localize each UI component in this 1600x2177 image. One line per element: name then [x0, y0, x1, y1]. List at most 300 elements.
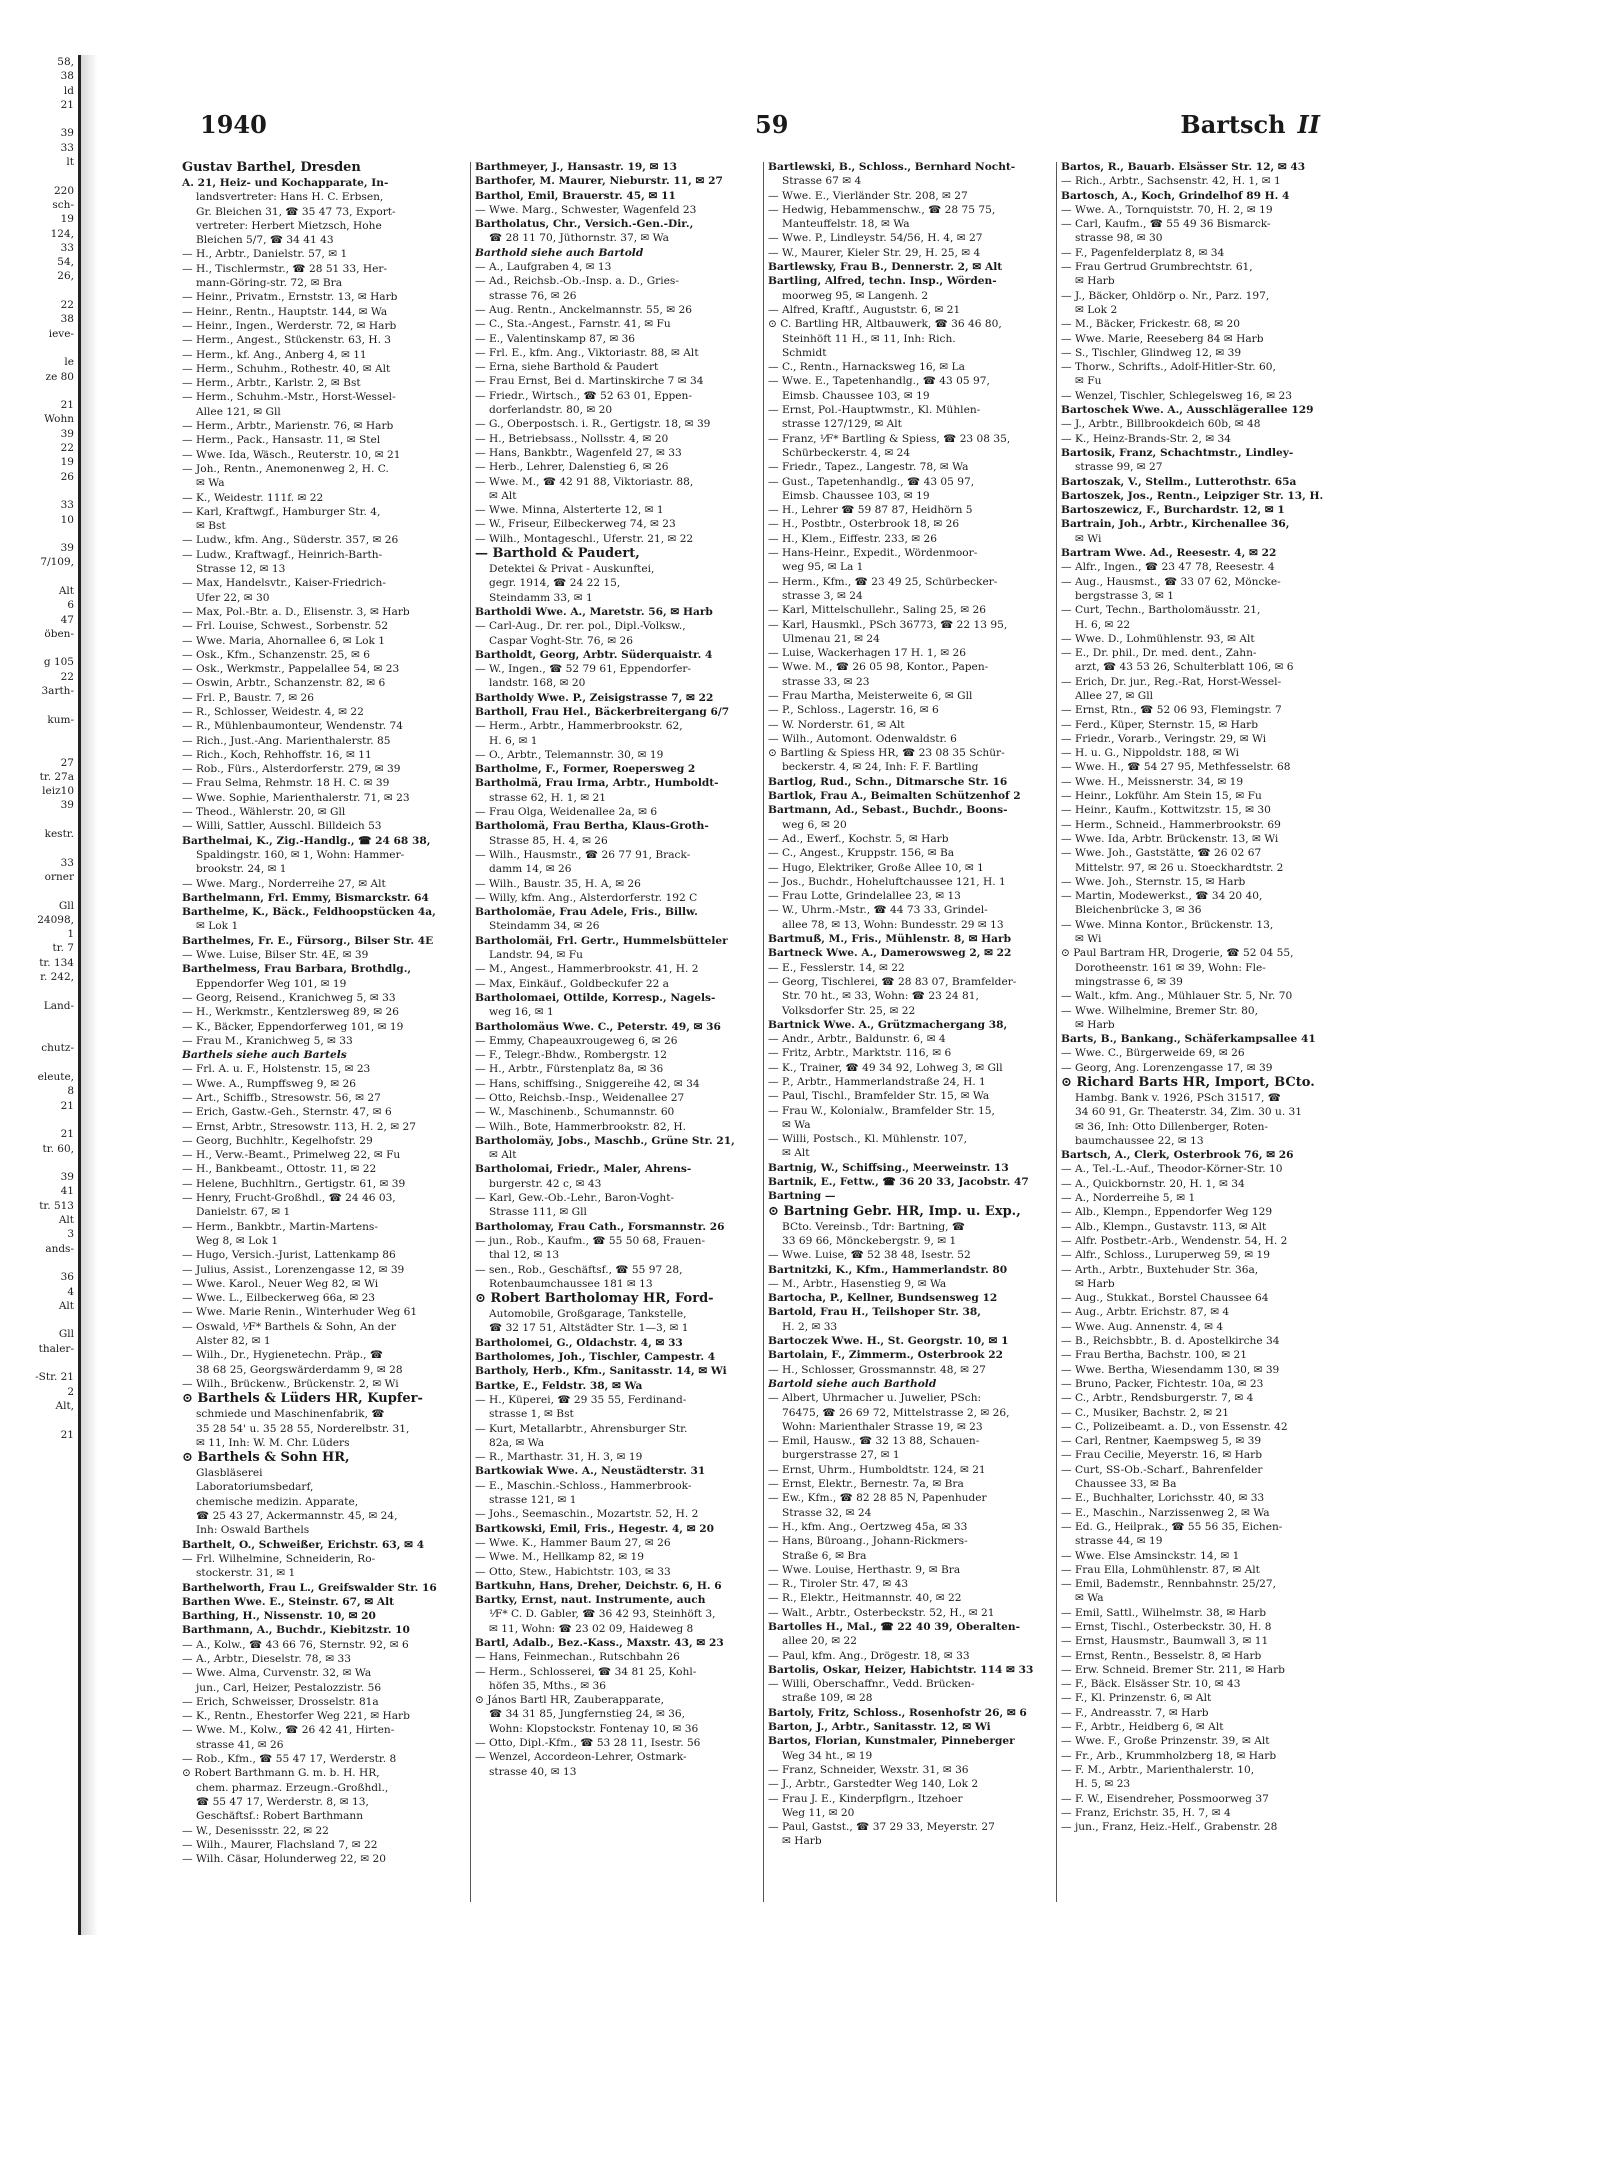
entry-continuation: Straße 6, ✉ Bra: [782, 1549, 867, 1562]
entry-continuation: Steinhöft 11 H., ✉ 11, Inh: Rich.: [782, 332, 956, 345]
directory-entry: — Otto, Stew., Habichtstr. 103, ✉ 33: [475, 1565, 671, 1578]
directory-entry: — A., Laufgraben 4, ✉ 13: [475, 261, 612, 274]
prev-page-fragment: 3: [67, 1228, 74, 1241]
entry-continuation: ☎ 55 47 17, Werderstr. 8, ✉ 13,: [196, 1795, 369, 1808]
directory-entry: — Wwe. Luise, ☎ 52 38 48, Isestr. 52: [768, 1249, 971, 1262]
directory-entry: — Karl, Kraftwgf., Hamburger Str. 4,: [182, 505, 381, 518]
directory-entry: — J., Arbtr., Garstedter Weg 140, Lok 2: [768, 1778, 979, 1791]
prev-page-fragment: ld: [63, 84, 74, 97]
directory-column-4: [1061, 160, 1350, 1920]
page-year: 1940: [200, 110, 267, 139]
directory-entry: Bartold siehe auch Barthold: [768, 1377, 937, 1390]
directory-entry: — Wwe. Bertha, Wiesendamm 130, ✉ 39: [1061, 1363, 1280, 1376]
directory-entry: Barthelmes, Fr. E., Fürsorg., Bilser Str. 4E: [182, 934, 434, 947]
directory-entry: — Heinr., Kaufm., Kottwitzstr. 15, ✉ 30: [1061, 804, 1271, 817]
directory-column-1: [182, 160, 471, 1920]
directory-entry: — Herm., Arbtr., Hammerbrookstr. 62,: [475, 720, 683, 733]
directory-entry: — Frau Ella, Lohmühlenstr. 87, ✉ Alt: [1061, 1563, 1260, 1576]
entry-continuation: moorweg 95, ✉ Langenh. 2: [782, 289, 929, 302]
directory-entry: — Ernst, Pol.-Hauptwmstr., Kl. Mühlen-: [768, 404, 981, 417]
directory-entry: Bartolles H., Mal., ☎ 22 40 39, Oberalten-: [768, 1620, 1020, 1633]
prev-page-fragment: 54,: [57, 256, 74, 269]
directory-entry: — Wwe. Marie Renin., Winterhuder Weg 61: [182, 1306, 418, 1319]
entry-continuation: straße 109, ✉ 28: [782, 1692, 873, 1705]
prev-page-fragment: [0, 1113, 78, 1127]
prev-page-fragment: 10: [60, 513, 74, 526]
directory-entry: — H., Postbtr., Osterbrook 18, ✉ 26: [768, 518, 960, 531]
directory-entry: — Paul, Gastst., ☎ 37 29 33, Meyerstr. 27: [768, 1821, 995, 1834]
directory-entry: Barthold siehe auch Bartold: [475, 246, 644, 259]
directory-entry: Barthelme, K., Bäck., Feldhoopstücken 4a,: [182, 906, 436, 919]
directory-entry: — Erich, Schweisser, Drosselstr. 81a: [182, 1695, 379, 1708]
directory-entry: Bartocha, P., Kellner, Bundsensweg 12: [768, 1292, 998, 1305]
prev-page-fragment: Alt: [58, 1214, 74, 1227]
directory-entry: — Osk., Kfm., Schanzenstr. 25, ✉ 6: [182, 648, 370, 661]
directory-entry: — E., Valentinskamp 87, ✉ 36: [475, 332, 636, 345]
prev-page-fragment: 7/109,: [40, 556, 74, 569]
directory-entry: — Wwe. H., Meissnerstr. 34, ✉ 19: [1061, 775, 1244, 788]
entry-continuation: ✉ Alt: [489, 489, 517, 502]
directory-entry: — E., Fesslerstr. 14, ✉ 22: [768, 961, 905, 974]
prev-page-fragment: chutz-: [41, 1042, 74, 1055]
entry-continuation: Inh: Oswald Barthels: [196, 1524, 310, 1537]
directory-entry: — Frau M., Kranichweg 5, ✉ 33: [182, 1034, 353, 1047]
prev-page-fragment: [0, 570, 78, 584]
directory-entry: Barton, J., Arbtr., Sanitasstr. 12, ✉ Wi: [768, 1721, 991, 1734]
directory-entry: — Erich, Gastw.-Geh., Sternstr. 47, ✉ 6: [182, 1106, 392, 1119]
prev-page-fragment: [0, 1313, 78, 1327]
directory-entry: — Rich., Koch, Rehhoffstr. 16, ✉ 11: [182, 748, 372, 761]
firm-entry: ⊙ Bartning Gebr. HR, Imp. u. Exp.,: [768, 1203, 1021, 1219]
directory-entry: — Wwe. Else Amsinckstr. 14, ✉ 1: [1061, 1549, 1240, 1562]
entry-continuation: Eimsb. Chaussee 103, ✉ 19: [782, 389, 930, 402]
directory-entry: — Herm., Kfm., ☎ 23 49 25, Schürbecker-: [768, 575, 998, 588]
directory-entry: — K., Bäcker, Eppendorferweg 101, ✉ 19: [182, 1020, 404, 1033]
entry-continuation: 33 69 66, Mönckebergstr. 9, ✉ 1: [782, 1234, 957, 1247]
prev-page-fragment: 22: [60, 670, 74, 683]
directory-entry: — Herm., Schneid., Hammerbrookstr. 69: [1061, 818, 1281, 831]
directory-entry: — Karl, Gew.-Ob.-Lehr., Baron-Voght-: [475, 1192, 675, 1205]
prev-page-fragment: [0, 884, 78, 898]
directory-entry: — Wwe. Karol., Neuer Weg 82, ✉ Wi: [182, 1277, 379, 1290]
directory-entry: — Wwe. M., Hellkamp 82, ✉ 19: [475, 1551, 645, 1564]
directory-entry: — Hans, Feinmechan., Rutschbahn 26: [475, 1651, 680, 1664]
directory-entry: — Wwe. Joh., Gaststätte, ☎ 26 02 67: [1061, 847, 1262, 860]
directory-entry: — Frl. A. u. F., Holstenstr. 15, ✉ 23: [182, 1063, 371, 1076]
page-gutter-shadow: [78, 55, 98, 1935]
directory-entry: ⊙ Paul Bartram HR, Drogerie, ☎ 52 04 55,: [1061, 947, 1294, 960]
directory-entry: — W., Uhrm.-Mstr., ☎ 44 73 33, Grindel-: [768, 904, 988, 917]
entry-continuation: Geschäftsf.: Robert Barthmann: [196, 1810, 364, 1823]
directory-entry: Bartosik, Franz, Schachtmstr., Lindley-: [1061, 446, 1294, 459]
directory-entry: — Karl, Hausmkl., PSch 36773, ☎ 22 13 95,: [768, 618, 1008, 631]
directory-entry: Bartl, Adalb., Bez.-Kass., Maxstr. 43, ✉ 23: [475, 1636, 724, 1649]
prev-page-fragment: 1: [67, 928, 74, 941]
prev-page-fragment: 33: [60, 241, 74, 254]
directory-entry: Barthelmess, Frau Barbara, Brothdlg.,: [182, 963, 412, 976]
directory-entry: — Wwe. K., Hammer Baum 27, ✉ 26: [475, 1536, 671, 1549]
entry-continuation: strasse 3, ✉ 24: [782, 589, 863, 602]
directory-entry: Bartkuhn, Hans, Dreher, Deichstr. 6, H. 6: [475, 1579, 722, 1592]
entry-continuation: Volksdorfer Str. 25, ✉ 22: [782, 1004, 916, 1017]
directory-entry: — Walt., Arbtr., Osterbeckstr. 52, H., ✉ 21: [768, 1606, 995, 1619]
entry-continuation: ✉ Harb: [1075, 1277, 1115, 1290]
entry-continuation: H. 6, ✉ 1: [489, 734, 538, 747]
entry-continuation: Strasse 32, ✉ 24: [782, 1506, 872, 1519]
directory-entry: Bartoszewicz, F., Burchardstr. 12, ✉ 1: [1061, 504, 1285, 517]
prev-page-fragment: 33: [60, 856, 74, 869]
prev-page-fragment: [0, 484, 78, 498]
entry-continuation: bergstrasse 3, ✉ 1: [1075, 589, 1174, 602]
prev-page-fragment: 41: [60, 1185, 74, 1198]
prev-page-fragment: [0, 1356, 78, 1370]
entry-continuation: H. 5, ✉ 23: [1075, 1778, 1131, 1791]
directory-entry: — Wwe. Ida, Wäsch., Reuterstr. 10, ✉ 21: [182, 448, 401, 461]
entry-continuation: damm 14, ✉ 26: [489, 863, 572, 876]
directory-entry: — Wwe. Aug. Annenstr. 4, ✉ 4: [1061, 1320, 1224, 1333]
directory-entry: Bartholdt, Georg, Arbtr. Süderquaistr. 4: [475, 648, 713, 661]
entry-continuation: Automobile, Großgarage, Tankstelle,: [489, 1308, 687, 1321]
directory-entry: — Heinr., Rentn., Hauptstr. 144, ✉ Wa: [182, 305, 388, 318]
directory-entry: — J., Bäcker, Ohldörp o. Nr., Parz. 197,: [1061, 289, 1270, 302]
directory-entry: — Frau Olga, Weidenallee 2a, ✉ 6: [475, 806, 658, 819]
directory-entry: — Frau Bertha, Bachstr. 100, ✉ 21: [1061, 1349, 1247, 1362]
directory-entry: — Frau J. E., Kinderpflgrn., Itzehoer: [768, 1792, 963, 1805]
entry-continuation: strasse 98, ✉ 30: [1075, 232, 1163, 245]
directory-entry: — Aug., Arbtr. Erichstr. 87, ✉ 4: [1061, 1306, 1230, 1319]
prev-page-fragment: ands-: [45, 1242, 74, 1255]
directory-entry: ⊙ Bartling & Spiess HR, ☎ 23 08 35 Schür-: [768, 747, 1005, 760]
directory-entry: — P., Arbtr., Hammerlandstraße 24, H. 1: [768, 1076, 986, 1088]
directory-entry: — Herm., Angest., Stückenstr. 63, H. 3: [182, 334, 392, 347]
directory-entry: — R., Schlosser, Weidestr. 4, ✉ 22: [182, 705, 364, 718]
prev-page-fragment: [0, 169, 78, 183]
directory-entry: — R., Mühlenbaumonteur, Wendenstr. 74: [182, 720, 403, 733]
prev-page-fragment: Alt: [58, 584, 74, 597]
directory-entry: Bartnick Wwe. A., Grützmachergang 38,: [768, 1018, 1008, 1031]
directory-entry: — Ferd., Küper, Sternstr. 15, ✉ Harb: [1061, 718, 1258, 731]
directory-entry: Bartholatus, Chr., Versich.-Gen.-Dir.,: [475, 218, 694, 231]
running-head: [1180, 110, 1320, 139]
directory-entry: — Rich., Arbtr., Sachsenstr. 42, H. 1, ✉ 1: [1061, 175, 1281, 188]
prev-page-fragment: 36: [60, 1271, 74, 1284]
directory-entry: — Ludw., Kraftwagf., Heinrich-Barth-: [182, 548, 383, 561]
prev-page-fragment: 27: [60, 756, 74, 769]
directory-entry: — Herm., Arbtr., Karlstr. 2, ✉ Bst: [182, 377, 361, 390]
directory-entry: — Erich, Dr. jur., Reg.-Rat, Horst-Wessel-: [1061, 675, 1282, 688]
directory-entry: Bartoczek Wwe. H., St. Georgstr. 10, ✉ 1: [768, 1335, 1009, 1348]
entry-continuation: Strasse 12, ✉ 13: [196, 563, 286, 576]
directory-entry: — G., Oberpostsch. i. R., Gertigstr. 18, ✉ 39: [475, 418, 711, 431]
directory-entry: — Aug., Hausmst., ☎ 33 07 62, Möncke-: [1061, 575, 1281, 588]
directory-entry: — E., Maschin., Narzissenweg 2, ✉ Wa: [1061, 1506, 1270, 1519]
directory-entry: — Johs., Seemaschin., Mozartstr. 52, H. 2: [475, 1508, 699, 1521]
directory-entry: — C., Sta.-Angest., Farnstr. 41, ✉ Fu: [475, 318, 671, 331]
entry-continuation: weg 95, ✉ La 1: [782, 561, 864, 574]
directory-entry: Barthels siehe auch Bartels: [182, 1049, 347, 1062]
directory-entry: — Wwe. Marg., Norderreihe 27, ✉ Alt: [182, 877, 386, 890]
directory-entry: — Alb., Klempn., Gustavstr. 113, ✉ Alt: [1061, 1220, 1267, 1233]
directory-entry: Bartholomei, G., Oldachstr. 4, ✉ 33: [475, 1336, 683, 1349]
directory-entry: — Wwe. Marie, Reeseberg 84 ✉ Harb: [1061, 332, 1264, 345]
directory-entry: — H., Bankbeamt., Ottostr. 11, ✉ 22: [182, 1163, 377, 1176]
directory-entry: — Albert, Uhrmacher u. Juwelier, PSch:: [768, 1392, 982, 1405]
directory-entry: — Ernst, Arbtr., Stresowstr. 113, H. 2, ✉ 27: [182, 1120, 416, 1133]
directory-entry: Bartoly, Fritz, Schloss., Rosenhofstr 26, ✉ 6: [768, 1706, 1027, 1719]
prev-page-fragment: sch-: [52, 198, 74, 211]
directory-entry: — O., Arbtr., Telemannstr. 30, ✉ 19: [475, 748, 664, 761]
prev-page-fragment: 21: [60, 399, 74, 412]
directory-entry: — Heinr., Ingen., Werderstr. 72, ✉ Harb: [182, 319, 397, 332]
directory-entry: — Heinr., Privatm., Ernststr. 13, ✉ Harb: [182, 291, 398, 304]
directory-entry: Bartling, Alfred, techn. Insp., Wörden-: [768, 275, 997, 288]
directory-entry: — Aug. Rentn., Anckelmannstr. 55, ✉ 26: [475, 303, 692, 316]
directory-entry: — F., Arbtr., Heidberg 6, ✉ Alt: [1061, 1721, 1224, 1734]
directory-entry: — C., Rentn., Harnacksweg 16, ✉ La: [768, 361, 965, 374]
directory-entry: — Hedwig, Hebammenschw., ☎ 28 75 75,: [768, 203, 996, 216]
directory-entry: A. 21, Heiz- und Kochapparate, In-: [182, 177, 389, 189]
prev-page-fragment: 24098,: [37, 913, 74, 926]
directory-entry: — S., Tischler, Glindweg 12, ✉ 39: [1061, 346, 1242, 359]
directory-entry: — E., Maschin.-Schloss., Hammerbrook-: [475, 1479, 692, 1492]
entry-continuation: Ufer 22, ✉ 30: [196, 591, 270, 604]
directory-entry: — Wwe. E., Tapetenhandlg., ☎ 43 05 97,: [768, 375, 990, 388]
prev-page-fragment: tr. 134: [39, 956, 74, 969]
entry-continuation: 35 28 54' u. 35 28 55, Norderelbstr. 31,: [196, 1422, 410, 1435]
directory-entry: — A., Quickbornstr. 20, H. 1, ✉ 34: [1061, 1177, 1245, 1190]
directory-entry: — Wilh. Cäsar, Holunderweg 22, ✉ 20: [182, 1853, 386, 1866]
directory-entry: Bartnig, W., Schiffsing., Meerweinstr. 13: [768, 1161, 1009, 1174]
prev-page-fragment: tr. 7: [52, 942, 74, 955]
prev-page-fragment: 39: [60, 427, 74, 440]
directory-entry: — Herm., kf. Ang., Anberg 4, ✉ 11: [182, 348, 367, 361]
directory-entry: — C., Musiker, Bachstr. 2, ✉ 21: [1061, 1406, 1229, 1419]
prev-page-fragment: 38: [60, 313, 74, 326]
directory-entry: — Max, Handelsvtr., Kaiser-Friedrich-: [182, 577, 386, 590]
entry-continuation: burgerstr. 42 c, ✉ 43: [489, 1177, 602, 1190]
prev-page-fragment: 26: [60, 470, 74, 483]
entry-continuation: Laboratoriumsbedarf,: [196, 1481, 314, 1494]
prev-page-fragment: 39: [60, 1171, 74, 1184]
directory-entry: — Wwe. D., Lohmühlenstr. 93, ✉ Alt: [1061, 632, 1255, 645]
directory-entry: — A., Tel.-L.-Auf., Theodor-Körner-Str. 10: [1061, 1163, 1283, 1176]
directory-entry: — H., Klem., Eiffestr. 233, ✉ 26: [768, 532, 937, 545]
directory-entry: — Willy, kfm. Ang., Alsterdorferstr. 192 C: [475, 891, 698, 904]
prev-page-fragment: [0, 384, 78, 398]
directory-entry: Bartoszek, Jos., Rentn., Leipziger Str. 13, H.: [1061, 489, 1324, 502]
entry-continuation: ☎ 28 11 70, Jüthornstr. 37, ✉ Wa: [489, 232, 669, 245]
prev-page-fragment: [0, 1027, 78, 1041]
directory-entry: — R., Tiroler Str. 47, ✉ 43: [768, 1578, 909, 1591]
directory-entry: — Frl. P., Baustr. 7, ✉ 26: [182, 691, 315, 704]
directory-entry: — Paul, Tischl., Bramfelder Str. 15, ✉ Wa: [768, 1090, 990, 1103]
running-head-name: Bartsch: [1180, 110, 1286, 139]
prev-page-fragment: öben-: [44, 627, 74, 640]
directory-entry: Bartholomäe, Frau Adele, Fris., Billw.: [475, 906, 698, 919]
previous-page-margin: [0, 55, 81, 1935]
entry-continuation: höfen 35, Mths., ✉ 36: [489, 1679, 606, 1692]
entry-continuation: ✉ Harb: [1075, 275, 1115, 288]
directory-entry: — Hans, Bankbtr., Wagenfeld 27, ✉ 33: [475, 446, 682, 459]
entry-continuation: Rotenbaumchaussee 181 ✉ 13: [489, 1277, 653, 1290]
directory-entry: — F., Kl. Prinzenstr. 6, ✉ Alt: [1061, 1692, 1212, 1705]
directory-entry: Barthmann, A., Buchdr., Kiebitzstr. 10: [182, 1624, 410, 1637]
directory-entry: — Heinr., Lokführ. Am Stein 15, ✉ Fu: [1061, 790, 1262, 803]
directory-entry: Bartholdi Wwe. A., Maretstr. 56, ✉ Harb: [475, 605, 713, 618]
directory-entry: — H., Werkmstr., Kentzlersweg 89, ✉ 26: [182, 1006, 399, 1019]
entry-continuation: ✉ Fu: [1075, 375, 1102, 388]
entry-continuation: strasse 99, ✉ 27: [1075, 461, 1163, 474]
entry-continuation: Weg 8, ✉ Lok 1: [196, 1234, 279, 1247]
directory-entry: Barthol, Emil, Brauerstr. 45, ✉ 11: [475, 189, 676, 202]
entry-continuation: mann-Göring-str. 72, ✉ Bra: [196, 277, 343, 290]
entry-continuation: Chaussee 33, ✉ Ba: [1075, 1478, 1177, 1491]
prev-page-fragment: [0, 1156, 78, 1170]
directory-entry: — K., Heinz-Brands-Str. 2, ✉ 34: [1061, 432, 1231, 445]
directory-entry: — Wwe. Ida, Arbtr. Brückenstr. 13, ✉ Wi: [1061, 832, 1279, 845]
entry-continuation: ☎ 34 31 85, Jungfernstieg 24, ✉ 36,: [489, 1708, 686, 1721]
entry-continuation: Bleichenbrücke 3, ✉ 36: [1075, 904, 1202, 917]
directory-entry: — Wwe. Sophie, Marienthalerstr. 71, ✉ 23: [182, 791, 410, 804]
entry-continuation: schmiede und Maschinenfabrik, ☎: [196, 1408, 385, 1421]
directory-entry: — H., Küperei, ☎ 29 35 55, Ferdinand-: [475, 1393, 687, 1406]
directory-entry: — Julius, Assist., Lorenzengasse 12, ✉ 39: [182, 1263, 405, 1276]
directory-entry: — Hugo, Versich.-Jurist, Lattenkamp 86: [182, 1249, 396, 1262]
directory-entry: — Herm., Pack., Hansastr. 11, ✉ Stel: [182, 434, 381, 447]
prev-page-fragment: [0, 813, 78, 827]
directory-entry: Bartolain, F., Zimmerm., Osterbrook 22: [768, 1349, 1003, 1362]
directory-entry: Bartholy, Herb., Kfm., Sanitasstr. 14, ✉ Wi: [475, 1365, 727, 1378]
entry-continuation: chemische medizin. Apparate,: [196, 1495, 359, 1508]
directory-entry: — Carl, Rentner, Kaempsweg 5, ✉ 39: [1061, 1435, 1262, 1448]
prev-page-fragment: tr. 27a: [39, 770, 74, 783]
directory-entry: — Curt, Techn., Bartholomäusstr. 21,: [1061, 604, 1261, 617]
prev-page-fragment: [0, 641, 78, 655]
directory-entry: — W., Friseur, Eilbeckerweg 74, ✉ 23: [475, 518, 676, 531]
directory-entry: — H., Arbtr., Danielstr. 57, ✉ 1: [182, 248, 348, 261]
directory-entry: — Theod., Wählerstr. 20, ✉ Gll: [182, 806, 346, 819]
directory-entry: Bartold, Frau H., Teilshoper Str. 38,: [768, 1306, 981, 1319]
directory-entry: — Luise, Wackerhagen 17 H. 1, ✉ 26: [768, 647, 967, 660]
directory-entry: — J., Arbtr., Billbrookdeich 60b, ✉ 48: [1061, 418, 1261, 431]
entry-continuation: ✉ Wa: [782, 1118, 811, 1131]
directory-entry: Bartholomaei, Ottilde, Korresp., Nagels-: [475, 991, 716, 1004]
directory-entry: — Wwe. Minna Kontor., Brückenstr. 13,: [1061, 918, 1274, 931]
firm-entry: ⊙ Robert Bartholomay HR, Ford-: [475, 1291, 714, 1307]
entry-continuation: allee 20, ✉ 22: [782, 1635, 857, 1648]
directory-entry: — Wwe. F., Große Prinzenstr. 39, ✉ Alt: [1061, 1735, 1270, 1748]
directory-entry: — Thorw., Schrifts., Adolf-Hitler-Str. 60,: [1061, 361, 1276, 374]
directory-entry: — Wwe. Louise, Herthastr. 9, ✉ Bra: [768, 1563, 961, 1576]
entry-continuation: Wohn: Marienthaler Strasse 19, ✉ 23: [782, 1420, 983, 1433]
directory-entry: — Wilh., Bote, Hammerbrookstr. 82, H.: [475, 1120, 686, 1133]
directory-entry: — H., Tischlermstr., ☎ 28 51 33, Her-: [182, 262, 388, 275]
directory-entry: — Willi, Sattler, Ausschl. Billdeich 53: [182, 820, 382, 833]
directory-entry: — Hans, schiffsing., Sniggereihe 42, ✉ 34: [475, 1077, 700, 1090]
directory-entry: — Wilh., Baustr. 35, H. A, ✉ 26: [475, 877, 641, 890]
entry-continuation: Allee 121, ✉ Gll: [196, 405, 281, 418]
entry-continuation: Detektei & Privat - Auskunftei,: [489, 563, 655, 576]
directory-entry: — Carl, Kaufm., ☎ 55 49 36 Bismarck-: [1061, 218, 1271, 231]
entry-continuation: dorferlandstr. 80, ✉ 20: [489, 404, 613, 417]
directory-entry: — M., Angest., Hammerbrookstr. 41, H. 2: [475, 963, 699, 976]
prev-page-fragment: le: [64, 356, 74, 369]
entry-continuation: Schmidt: [782, 346, 827, 359]
entry-continuation: ✉ 36, Inh: Otto Dillenberger, Roten-: [1075, 1120, 1269, 1133]
directory-entry: — Wilh., Hausmstr., ☎ 26 77 91, Brack-: [475, 848, 691, 861]
entry-continuation: strasse 76, ✉ 26: [489, 289, 577, 302]
prev-page-fragment: [0, 1256, 78, 1270]
entry-continuation: chem. pharmaz. Erzeugn.-Großhdl.,: [196, 1781, 389, 1794]
prev-page-fragment: tr. 60,: [42, 1142, 74, 1155]
directory-entry: Bartholomäi, Frl. Gertr., Hummelsbütteler: [475, 934, 728, 947]
directory-entry: — F., Andreasstr. 7, ✉ Harb: [1061, 1706, 1209, 1719]
directory-entry: Barthelt, O., Schweißer, Erichstr. 63, ✉ 4: [182, 1538, 425, 1551]
directory-entry: — Wwe. Minna, Alsterterte 12, ✉ 1: [475, 504, 664, 517]
directory-entry: — C., Arbtr., Rendsburgerstr. 7, ✉ 4: [1061, 1392, 1254, 1405]
directory-entry: — Frau Ernst, Bei d. Martinskirche 7 ✉ 34: [475, 375, 704, 388]
directory-entry: — Frl. Wilhelmine, Schneiderin, Ro-: [182, 1552, 376, 1565]
entry-continuation: Weg 34 ht., ✉ 19: [782, 1749, 873, 1762]
entry-continuation: thal 12, ✉ 13: [489, 1249, 560, 1262]
entry-continuation: strasse 62, H. 1, ✉ 21: [489, 791, 606, 804]
directory-entry: — Carl-Aug., Dr. rer. pol., Dipl.-Volksw.,: [475, 620, 686, 633]
directory-entry: — Wwe. M., Kolw., ☎ 26 42 41, Hirten-: [182, 1724, 395, 1737]
directory-entry: Bartlok, Frau A., Beimalten Schützenhof 2: [768, 790, 1021, 803]
entry-continuation: ✉ Harb: [782, 1835, 822, 1848]
entry-continuation: Steindamm 33, ✉ 1: [489, 591, 593, 604]
entry-continuation: ✉ Wa: [1075, 1592, 1104, 1605]
entry-continuation: ✉ Wa: [196, 477, 225, 490]
directory-entry: Bartoschek Wwe. A., Ausschlägerallee 129: [1061, 404, 1314, 417]
directory-entry: — Frau Martha, Meisterweite 6, ✉ Gll: [768, 689, 973, 702]
directory-entry: — Wwe. M., ☎ 26 05 98, Kontor., Papen-: [768, 661, 989, 674]
directory-entry: — Fritz, Arbtr., Marktstr. 116, ✉ 6: [768, 1047, 952, 1060]
prev-page-fragment: 6: [67, 599, 74, 612]
prev-page-fragment: [0, 841, 78, 855]
prev-page-fragment: 3arth-: [41, 685, 74, 698]
directory-entry: — Otto, Dipl.-Kfm., ☎ 53 28 11, Isestr. 56: [475, 1737, 701, 1750]
directory-entry: — C., Polizeibeamt. a. D., von Essenstr. 42: [1061, 1420, 1288, 1433]
directory-entry: Barthelmann, Frl. Emmy, Bismarckstr. 64: [182, 891, 429, 904]
directory-entry: — Helene, Buchhltrn., Gertigstr. 61, ✉ 39: [182, 1177, 406, 1190]
directory-entry: — Wwe. Marg., Schwester, Wagenfeld 23: [475, 203, 697, 216]
entry-continuation: ✉ Alt: [489, 1149, 517, 1162]
directory-entry: — Ad., Reichsb.-Ob.-Insp. a. D., Gries-: [475, 275, 679, 288]
directory-entry: — Willi, Oberschaffnr., Vedd. Brücken-: [768, 1678, 975, 1691]
directory-entry: Bartholdy Wwe. P., Zeisigstrasse 7, ✉ 22: [475, 691, 714, 704]
directory-entry: — Erna, siehe Barthold & Paudert: [475, 361, 659, 374]
entry-continuation: baumchaussee 22, ✉ 13: [1075, 1134, 1204, 1147]
entry-continuation: Danielstr. 67, ✉ 1: [196, 1206, 291, 1219]
directory-entry: Bartolis, Oskar, Heizer, Habichtstr. 114 ✉ 33: [768, 1663, 1034, 1676]
entry-continuation: Glasbläserei: [196, 1467, 263, 1480]
directory-entry: — Ed. G., Heilprak., ☎ 55 56 35, Eichen-: [1061, 1520, 1283, 1533]
directory-entry: — Wwe. P., Lindleystr. 54/56, H. 4, ✉ 27: [768, 232, 983, 245]
entry-continuation: mingstrasse 6, ✉ 39: [1075, 975, 1183, 988]
entry-continuation: Eimsb. Chaussee 103, ✉ 19: [782, 489, 930, 502]
directory-entry: — Ernst, Hausmstr., Baumwall 3, ✉ 11: [1061, 1635, 1269, 1648]
entry-continuation: arzt, ☎ 43 53 26, Schulterblatt 106, ✉ 6: [1075, 661, 1294, 674]
prev-page-fragment: Alt,: [55, 1399, 74, 1412]
entry-continuation: Str. 70 ht., ✉ 33, Wohn: ☎ 23 24 81,: [782, 990, 979, 1003]
prev-page-fragment: 22: [60, 442, 74, 455]
directory-entry: — K., Rentn., Ehestorfer Weg 221, ✉ Harb: [182, 1710, 410, 1723]
directory-entry: — Frl. E., kfm. Ang., Viktoriastr. 88, ✉ Alt: [475, 346, 699, 359]
directory-entry: — K., Weidestr. 111f. ✉ 22: [182, 491, 324, 504]
directory-entry: — Wilh., Automont. Odenwaldstr. 6: [768, 732, 957, 745]
directory-entry: — Willi, Postsch., Kl. Mühlenstr. 107,: [768, 1133, 967, 1146]
